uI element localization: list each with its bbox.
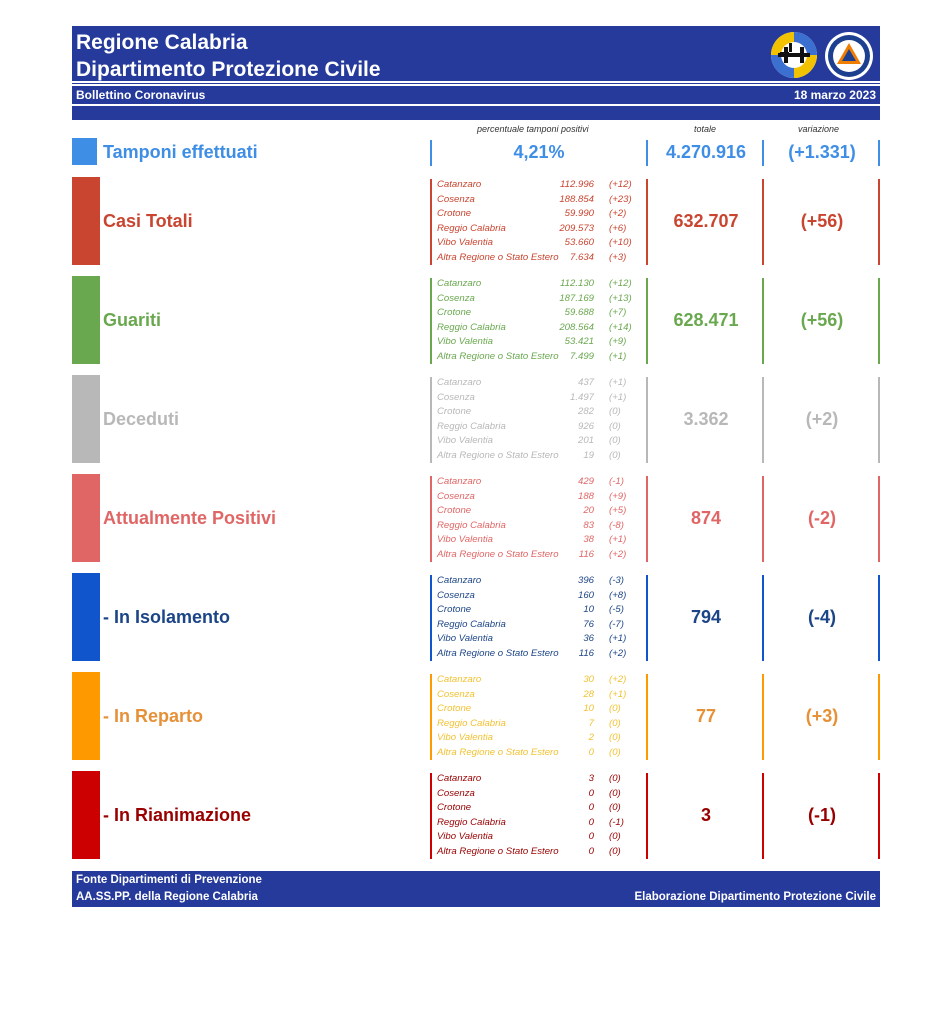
province-row	[434, 421, 644, 436]
province-change: (0)	[609, 732, 621, 743]
province-name: Crotone	[437, 703, 472, 714]
province-row	[434, 505, 644, 520]
province-name: Cosenza	[437, 787, 475, 799]
column-divider	[430, 377, 432, 463]
subtitle-bar	[72, 86, 880, 104]
section-variation: (-2)	[808, 508, 836, 528]
province-value: 83	[583, 519, 594, 531]
province-change: (-1)	[609, 476, 624, 487]
column-divider	[430, 179, 432, 265]
province-change: (+14)	[609, 321, 632, 333]
province-name: Catanzaro	[437, 773, 482, 784]
province-row	[434, 549, 644, 564]
province-row	[434, 491, 644, 506]
province-name: Altra Regione o Stato Estero	[437, 548, 559, 560]
province-change: (+1)	[609, 391, 627, 403]
section-deceduti	[72, 375, 880, 465]
province-change: (+9)	[609, 336, 627, 347]
province-value: 19	[583, 449, 594, 461]
calabria-region-logo	[770, 31, 818, 79]
province-value: 396	[577, 575, 594, 586]
section-in-rianimazione	[72, 771, 880, 861]
province-name: Vibo Valentia	[437, 831, 494, 842]
province-name: Crotone	[437, 406, 472, 417]
province-list	[434, 278, 644, 365]
province-name: Crotone	[437, 604, 472, 615]
province-row	[434, 534, 644, 549]
province-change: (+2)	[609, 647, 627, 659]
province-row	[434, 802, 644, 817]
province-value: 116	[578, 548, 594, 560]
province-list	[434, 575, 644, 662]
province-value: 10	[583, 703, 594, 714]
section-variation: (-1)	[808, 805, 836, 825]
province-value: 53.421	[564, 336, 594, 347]
separator-bar	[72, 106, 880, 120]
province-list	[434, 377, 644, 464]
section-color-bar	[72, 276, 100, 364]
province-change: (+13)	[609, 292, 632, 304]
province-value: 59.688	[564, 307, 594, 318]
header-title-line2: Dipartimento Protezione Civile	[76, 58, 381, 81]
section-color-bar	[72, 672, 100, 760]
province-change: (+3)	[609, 251, 627, 263]
tamponi-label: Tamponi effettuati	[103, 142, 258, 162]
province-row	[434, 590, 644, 605]
province-list	[434, 476, 644, 563]
province-name: Vibo Valentia	[437, 336, 494, 347]
province-name: Altra Regione o Stato Estero	[437, 251, 559, 263]
province-name: Catanzaro	[437, 674, 482, 685]
province-name: Catanzaro	[437, 476, 482, 487]
province-name: Vibo Valentia	[437, 732, 494, 743]
province-change: (0)	[609, 831, 621, 842]
footer-credit: Elaborazione Dipartimento Protezione Civile	[634, 891, 876, 903]
province-value: 30	[583, 674, 594, 685]
province-name: Cosenza	[437, 490, 475, 502]
section-variation: (+3)	[805, 706, 839, 726]
header-title-line1: Regione Calabria	[76, 31, 248, 54]
province-change: (+12)	[609, 278, 632, 289]
province-change: (+1)	[609, 688, 627, 700]
section-total: 3.362	[683, 409, 729, 429]
province-row	[434, 179, 644, 194]
province-value: 7	[588, 717, 594, 729]
province-value: 36	[583, 633, 594, 644]
province-change: (0)	[609, 420, 621, 432]
province-change: (0)	[609, 845, 621, 857]
province-change: (+2)	[609, 208, 627, 219]
section-variation: (+2)	[805, 409, 839, 429]
section-guariti	[72, 276, 880, 366]
province-change: (+7)	[609, 307, 627, 318]
col-head-variation: variazione	[798, 124, 840, 134]
section-label: - In Reparto	[103, 706, 204, 726]
province-change: (0)	[609, 773, 621, 784]
province-value: 208.564	[559, 321, 594, 333]
province-change: (+1)	[609, 377, 627, 388]
province-row	[434, 817, 644, 832]
province-value: 112.130	[560, 278, 594, 289]
province-value: 188	[577, 490, 594, 502]
province-row	[434, 336, 644, 351]
province-name: Crotone	[437, 505, 472, 516]
province-name: Catanzaro	[437, 377, 482, 388]
province-value: 0	[588, 802, 594, 813]
tamponi-row	[72, 136, 880, 168]
province-value: 0	[588, 787, 594, 799]
province-change: (+2)	[609, 674, 627, 685]
province-value: 10	[583, 604, 594, 615]
province-name: Cosenza	[437, 589, 475, 601]
province-name: Crotone	[437, 802, 472, 813]
tamponi-divider	[878, 140, 880, 166]
province-row	[434, 633, 644, 648]
province-name: Cosenza	[437, 193, 475, 205]
province-change: (0)	[609, 449, 621, 461]
province-name: Reggio Calabria	[437, 717, 506, 729]
section-total: 628.471	[673, 310, 739, 330]
section-color-bar	[72, 573, 100, 661]
section-in-reparto	[72, 672, 880, 762]
province-value: 76	[583, 618, 594, 630]
column-divider	[430, 674, 432, 760]
footer-source-line1: Fonte Dipartimenti di Prevenzione	[76, 874, 262, 886]
section-total: 874	[690, 508, 722, 528]
province-value: 3	[588, 773, 594, 784]
province-value: 429	[577, 476, 594, 487]
col-head-total: totale	[694, 124, 717, 134]
section-in-isolamento	[72, 573, 880, 663]
province-row	[434, 604, 644, 619]
province-change: (+5)	[609, 505, 627, 516]
province-value: 53.660	[564, 237, 594, 248]
bulletin-subtitle: Bollettino Coronavirus	[76, 88, 206, 102]
province-change: (-7)	[609, 618, 624, 630]
province-value: 28	[583, 688, 594, 700]
province-change: (0)	[609, 717, 621, 729]
column-headers	[72, 124, 880, 136]
province-row	[434, 846, 644, 861]
province-name: Vibo Valentia	[437, 534, 494, 545]
province-row	[434, 575, 644, 590]
column-divider	[430, 476, 432, 562]
section-total: 632.707	[673, 211, 739, 231]
section-label: Guariti	[103, 310, 162, 330]
province-name: Reggio Calabria	[437, 816, 506, 828]
section-label: Deceduti	[103, 409, 180, 429]
section-total: 794	[690, 607, 722, 627]
province-value: 1.497	[569, 391, 594, 403]
province-row	[434, 648, 644, 663]
section-color-bar	[72, 177, 100, 265]
section-casi-totali	[72, 177, 880, 267]
tamponi-variation: (+1.331)	[788, 142, 856, 162]
province-value: 437	[577, 377, 594, 388]
province-change: (0)	[609, 435, 621, 446]
province-name: Altra Regione o Stato Estero	[437, 746, 559, 758]
province-row	[434, 307, 644, 322]
col-head-percent: percentuale tamponi positivi	[477, 124, 589, 134]
province-name: Cosenza	[437, 688, 475, 700]
province-row	[434, 377, 644, 392]
province-value: 116	[578, 647, 594, 659]
protezione-civile-logo	[824, 31, 874, 81]
province-name: Crotone	[437, 307, 472, 318]
section-label: - In Rianimazione	[103, 805, 252, 825]
province-row	[434, 322, 644, 337]
province-value: 187.169	[559, 292, 594, 304]
province-change: (-8)	[609, 519, 624, 531]
section-variation: (+56)	[800, 310, 844, 330]
province-name: Altra Regione o Stato Estero	[437, 449, 559, 461]
province-row	[434, 406, 644, 421]
province-name: Reggio Calabria	[437, 321, 506, 333]
province-name: Catanzaro	[437, 575, 482, 586]
province-name: Vibo Valentia	[437, 237, 494, 248]
province-row	[434, 237, 644, 252]
province-name: Cosenza	[437, 292, 475, 304]
province-row	[434, 351, 644, 366]
province-row	[434, 718, 644, 733]
sections	[72, 177, 880, 861]
province-list	[434, 674, 644, 761]
province-change: (+8)	[609, 589, 627, 601]
province-row	[434, 194, 644, 209]
section-attualmente-positivi	[72, 474, 880, 564]
column-divider	[430, 278, 432, 364]
tamponi-total: 4.270.916	[665, 142, 747, 162]
footer-source-line2: AA.SS.PP. della Regione Calabria	[76, 891, 258, 903]
province-row	[434, 450, 644, 465]
province-value: 59.990	[564, 208, 594, 219]
province-change: (0)	[609, 787, 621, 799]
column-divider	[430, 773, 432, 859]
province-change: (+2)	[609, 548, 627, 560]
section-color-bar	[72, 474, 100, 562]
province-list	[434, 773, 644, 860]
province-change: (0)	[609, 703, 621, 714]
province-row	[434, 520, 644, 535]
province-row	[434, 476, 644, 491]
province-row	[434, 703, 644, 718]
province-name: Cosenza	[437, 391, 475, 403]
bulletin-date: 18 marzo 2023	[793, 88, 876, 102]
province-name: Altra Regione o Stato Estero	[437, 845, 559, 857]
section-variation: (-4)	[808, 607, 836, 627]
province-value: 201	[577, 435, 594, 446]
province-name: Reggio Calabria	[437, 420, 506, 432]
province-value: 0	[588, 746, 594, 758]
province-value: 0	[588, 845, 594, 857]
province-row	[434, 208, 644, 223]
province-value: 20	[583, 505, 594, 516]
header-divider	[72, 81, 880, 83]
province-change: (0)	[609, 802, 621, 813]
column-divider	[430, 575, 432, 661]
section-total: 3	[700, 805, 711, 825]
province-value: 188.854	[559, 193, 594, 205]
province-value: 926	[577, 420, 594, 432]
section-total: 77	[695, 706, 717, 726]
province-name: Crotone	[437, 208, 472, 219]
province-row	[434, 689, 644, 704]
province-row	[434, 392, 644, 407]
province-change: (+12)	[609, 179, 632, 190]
province-change: (-1)	[609, 816, 624, 828]
province-change: (+1)	[609, 534, 627, 545]
province-change: (+23)	[609, 193, 632, 205]
province-change: (+6)	[609, 222, 627, 234]
province-name: Vibo Valentia	[437, 435, 494, 446]
province-value: 282	[577, 406, 594, 417]
province-change: (+10)	[609, 237, 632, 248]
province-value: 38	[583, 534, 594, 545]
province-row	[434, 293, 644, 308]
province-row	[434, 619, 644, 634]
footer	[72, 871, 880, 907]
province-value: 209.573	[559, 222, 594, 234]
province-row	[434, 831, 644, 846]
province-name: Reggio Calabria	[437, 618, 506, 630]
province-row	[434, 747, 644, 762]
province-change: (+9)	[609, 490, 627, 502]
province-name: Catanzaro	[437, 278, 482, 289]
province-name: Reggio Calabria	[437, 222, 506, 234]
section-color-bar	[72, 375, 100, 463]
tamponi-divider	[430, 140, 432, 166]
province-name: Reggio Calabria	[437, 519, 506, 531]
province-row	[434, 788, 644, 803]
section-label: Attualmente Positivi	[103, 508, 277, 528]
section-label: - In Isolamento	[103, 607, 231, 627]
province-change: (0)	[609, 746, 621, 758]
province-value: 112.996	[560, 179, 594, 190]
header	[72, 26, 880, 84]
province-row	[434, 732, 644, 747]
province-row	[434, 252, 644, 267]
province-name: Altra Regione o Stato Estero	[437, 350, 559, 362]
province-value: 0	[588, 816, 594, 828]
province-change: (+1)	[609, 350, 627, 362]
province-change: (-5)	[609, 604, 624, 615]
province-value: 2	[588, 732, 594, 743]
province-row	[434, 278, 644, 293]
province-value: 7.634	[569, 251, 594, 263]
province-change: (-3)	[609, 575, 624, 586]
province-value: 160	[577, 589, 594, 601]
province-change: (0)	[609, 406, 621, 417]
section-variation: (+56)	[800, 211, 844, 231]
province-name: Catanzaro	[437, 179, 482, 190]
bulletin	[72, 26, 880, 907]
province-row	[434, 223, 644, 238]
province-row	[434, 773, 644, 788]
province-change: (+1)	[609, 633, 627, 644]
section-label: Casi Totali	[103, 211, 193, 231]
tamponi-percent: 4,21%	[513, 142, 565, 162]
province-row	[434, 674, 644, 689]
tamponi-color-marker	[72, 138, 97, 165]
province-value: 7.499	[569, 350, 594, 362]
section-color-bar	[72, 771, 100, 859]
province-name: Vibo Valentia	[437, 633, 494, 644]
province-list	[434, 179, 644, 266]
province-value: 0	[588, 831, 594, 842]
province-row	[434, 435, 644, 450]
province-name: Altra Regione o Stato Estero	[437, 647, 559, 659]
